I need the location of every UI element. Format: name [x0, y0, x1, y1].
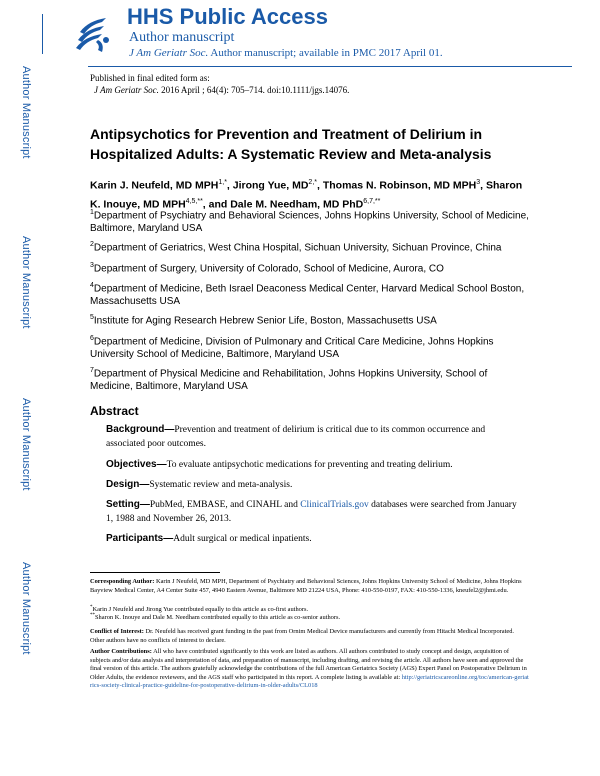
setting-label: Setting—: [106, 499, 150, 510]
design-text: Systematic review and meta-analysis.: [149, 480, 293, 490]
objectives-text: To evaluate antipsychotic medications for preventing and treating delirium.: [166, 460, 453, 470]
affiliation-text: Department of Physical Medicine and Rehabilitation, Johns Hopkins University, School of Medicine, Baltimore, Maryland USA: [90, 368, 488, 393]
publication-citation: [94, 85, 349, 95]
affiliation-text: Department of Medicine, Beth Israel Deaconess Medical Center, Harvard Medical School Boston, Massachusetts USA: [90, 283, 525, 308]
author-name: and Dale M. Needham, MD PhD: [208, 198, 364, 210]
sidebar: [0, 0, 48, 776]
header-divider: [88, 66, 572, 67]
affiliation: [90, 332, 530, 361]
sidebar-rule: [42, 14, 43, 54]
author-name: Jirong Yue, MD: [232, 179, 309, 192]
affiliation-text: Institute for Aging Research Hebrew Senior Life, Boston, Massachusetts USA: [93, 315, 437, 327]
affiliation-number: 6: [90, 335, 94, 342]
author-manuscript-label: Author Manuscript: [20, 236, 32, 329]
footnote-co-senior: [90, 612, 530, 623]
design-label: Design—: [106, 479, 150, 490]
header-journal: J Am Geriatr Soc.: [129, 47, 209, 59]
corresponding-text: Karin J Neufeld, MD MPH, Department of Psychiatry and Behavioral Sciences, Johns Hopkins University School of Medicine, Johns Hopkins Bayview Medical Center, A4 Center Suite 457, 4940 Eastern Avenue, Baltimore MD 21224 USA, Phone: 410-550-0197, FAX: 410-550-1336, kneufel2@jhmi.edu.: [90, 578, 522, 594]
affiliation-text: Department of Medicine, Division of Pulmonary and Critical Care Medicine, Johns Hopkins University School of Medicine, Baltimore, Maryland USA: [90, 336, 494, 361]
affiliation-number: 7: [90, 367, 94, 374]
footnote-symbol: *: [90, 605, 93, 610]
author-list: Karin J. Neufeld, MD $MPH^{1,*}$, Jirong Yue, $MD^{2,*}$, Thomas N. Robinson, MD MPH$^3$, Sharon K. Inouye, MD $MPH^{4,5,**}$, and Dale M. Needham, MD PhD$^{6,7,**}$: [90, 179, 523, 210]
participants-label: Participants—: [106, 533, 174, 544]
author-affil-sup: 2,*: [308, 179, 317, 186]
author-name: Thomas N. Robinson, MD MPH: [322, 179, 477, 192]
abstract-participants: [106, 532, 526, 546]
publication-details: 2016 April ; 64(4): 705–714. doi:10.1111/jgs.14076.: [161, 85, 350, 95]
background-label: Background—: [106, 424, 175, 435]
publication-journal: J Am Geriatr Soc.: [94, 85, 159, 95]
footnote-author-contributions: [90, 648, 530, 691]
author-affil-sup: 4,5,**: [185, 197, 203, 205]
author-manuscript-label: Author Manuscript: [20, 562, 32, 655]
contributions-label: Author Contributions:: [90, 648, 152, 655]
author-name: Karin J. Neufeld, MD MPH: [90, 179, 219, 192]
footnote-rule: [90, 572, 220, 573]
corresponding-label: Corresponding Author:: [90, 578, 155, 585]
guideline-link[interactable]: http://geriatricscareonline.org/toc/american-geriatrics-society-clinical-practice-guideline-for-postoperative-delirium-in-older-adults/CL018: [90, 673, 529, 689]
contributions-text: All who have contributed significantly to this work are listed as authors. All authors contributed to study concept and design, acquisition of subjects and/or data analysis and interpretation of data, and preparation of manuscript, including drafting, and revising the article. All authors have seen and approved the final version of this article. The authors gratefully acknowledge the contributions of the full American Geriatrics Society (AGS) Expert Panel on Postoperative Delirium in Older Adults, the evidence reviewers, and the AGS staff who participated in this report. A complete listing is available at:: [90, 648, 527, 681]
affiliation-number: 4: [90, 282, 94, 289]
affiliation: [90, 259, 530, 275]
author-affil-sup: 3: [476, 179, 481, 186]
header-citation: [129, 47, 443, 59]
author-manuscript-subtitle: Author manuscript: [129, 30, 235, 45]
participants-text: Adult surgical or medical inpatients.: [173, 534, 312, 544]
footnote-corresponding-author: [90, 578, 530, 595]
article-title: Antipsychotics for Prevention and Treatment of Delirium in Hospitalized Adults: A Systematic Review and Meta-analysis: [90, 126, 492, 162]
affiliation: [90, 206, 530, 235]
clinicaltrials-link[interactable]: ClinicalTrials.gov: [300, 500, 369, 510]
setting-text: PubMed, EMBASE, and CINAHL and: [149, 500, 301, 510]
abstract-objectives: [106, 458, 526, 472]
published-as-line: Published in final edited form as:: [90, 73, 210, 83]
affiliation-text: Department of Psychiatry and Behavioral Sciences, Johns Hopkins University, School of Medicine, Baltimore, Maryland USA: [90, 210, 529, 235]
hhs-eagle-logo-icon: [68, 10, 118, 60]
abstract-setting: [106, 498, 526, 526]
affiliation-number: 3: [90, 262, 94, 269]
setting-text: databases were searched from January 1, 1988 and November 26, 2013.: [106, 500, 517, 524]
coi-label: Conflict of Interest:: [90, 628, 144, 635]
author-manuscript-label: Author Manuscript: [20, 66, 32, 159]
author-name: Sharon K. Inouye, MD MPH: [90, 179, 523, 210]
author-affil-sup: 6,7,**: [363, 197, 381, 205]
abstract-background: [106, 423, 526, 451]
hhs-public-access-title: HHS Public Access: [127, 4, 328, 29]
affiliation-number: 5: [90, 314, 94, 321]
coi-text: Dr. Neufeld has received grant funding in the past from Ornim Medical Device manufacturers and currently from Hitachi Medical Incorporated. Other authors have no conflicts of interest to declare.: [90, 628, 515, 644]
co-first-text: Karin J Neufeld and Jirong Yue contributed equally to this article as co-first authors.: [92, 606, 309, 614]
affiliation-text: Department of Surgery, University of Colorado, School of Medicine, Aurora, CO: [93, 263, 444, 275]
affiliation: [90, 279, 530, 308]
abstract-heading: Abstract: [90, 404, 139, 418]
affiliation-text: Department of Geriatrics, West China Hospital, Sichuan University, Sichuan Province, China: [93, 242, 502, 254]
affiliation-number: 2: [90, 241, 94, 248]
author-affil-sup: 1,*: [218, 179, 227, 186]
footnote-conflict-of-interest: [90, 628, 530, 645]
abstract-design: [106, 478, 526, 492]
background-text: Prevention and treatment of delirium is critical due to its common occurrence and associated poor outcomes.: [106, 425, 486, 449]
footnote-symbol: **: [90, 613, 95, 618]
co-senior-text: Sharon K. Inouye and Dale M. Needham contributed equally to this article as co-senior authors.: [95, 614, 341, 622]
affiliation-number: 1: [90, 209, 94, 216]
affiliation: [90, 364, 530, 393]
affiliation: [90, 238, 530, 254]
affiliation: [90, 311, 530, 327]
header-citation-text: Author manuscript; available in PMC 2017 April 01.: [210, 47, 443, 59]
objectives-label: Objectives—: [106, 459, 167, 470]
author-manuscript-label: Author Manuscript: [20, 398, 32, 491]
